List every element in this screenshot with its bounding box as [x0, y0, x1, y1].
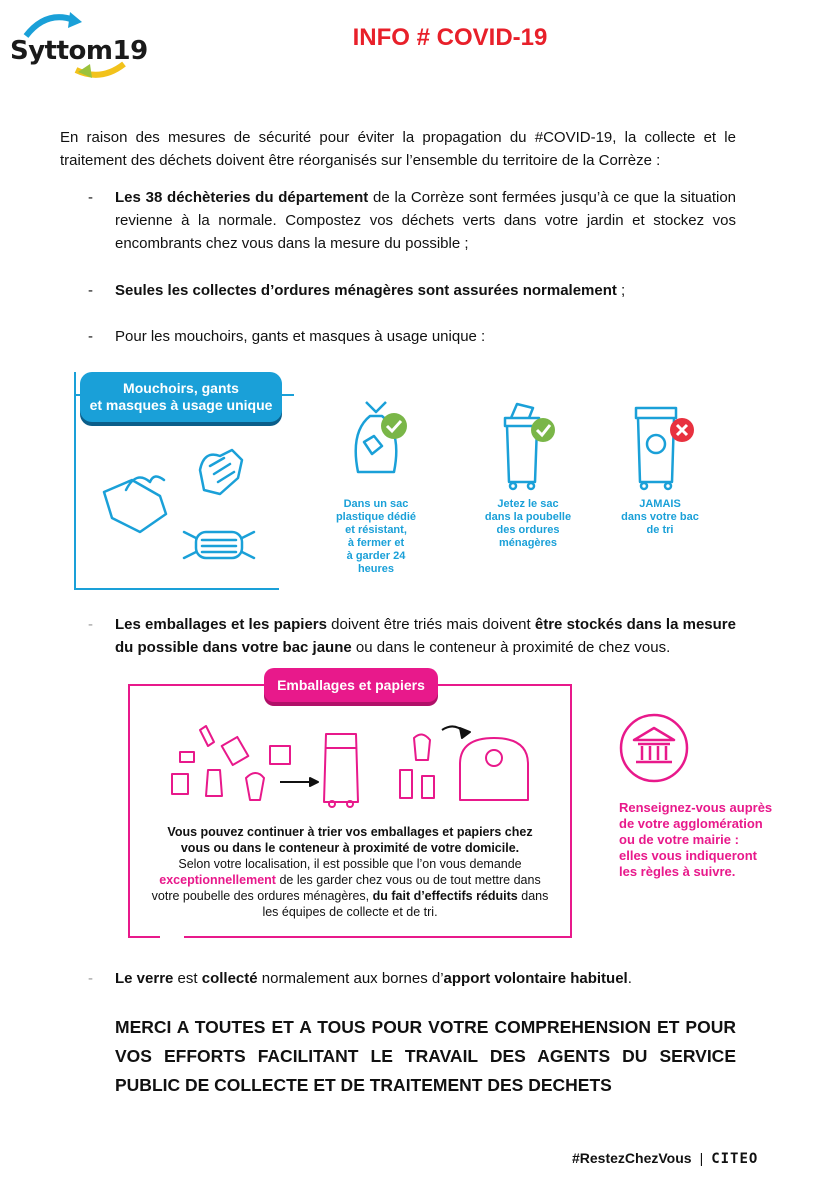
trash-bin-check-icon [493, 400, 563, 492]
step-recycling-bin [610, 400, 710, 537]
bullet-bold: Les 38 déchèteries du département [115, 189, 369, 206]
bullet-bold: collecté [201, 970, 258, 987]
bullet-text: Pour les mouchoirs, gants et masques à usage unique : [115, 328, 486, 345]
packaging-line: les équipes de collecte et de tri. [262, 905, 438, 919]
list-item-dechetteries [88, 186, 736, 255]
bullet-bold: Les emballages et les papiers [115, 616, 327, 633]
yellow-bin-icon [324, 734, 358, 802]
package-icon [270, 746, 290, 764]
glass-jar-icon [414, 734, 430, 760]
mairie-notice [619, 800, 799, 880]
step-caption-line: dans la poubelle [484, 511, 572, 523]
list-item-verre [88, 967, 736, 990]
masks-gloves-tissues-illustration [92, 430, 262, 580]
step-caption-line: JAMAIS [639, 498, 681, 510]
mairie-line: ou de votre mairie : [619, 832, 739, 847]
step-caption-line: de tri [646, 524, 674, 536]
bullet-dash: - [88, 970, 93, 987]
packaging-line: Selon votre localisation, il est possible que l’on vous demande [178, 857, 522, 871]
packaging-bold: du fait d’effectifs réduits [372, 889, 518, 903]
step-caption-line: Jetez le sac [497, 498, 559, 510]
badge-line: et masques à usage unique [89, 397, 273, 413]
citeo-logo: CITEO [711, 1151, 759, 1167]
bullet-bold: être stockés dans la mesure du possible dans votre bac jaune [115, 616, 736, 656]
intro-paragraph: En raison des mesures de sécurité pour éviter la propagation du #COVID-19, la collecte et le traitement des déchets doivent être réorganisés sur l’ensemble du territoire de la Corrèze : [60, 129, 736, 169]
closing-message: MERCI A TOUTES ET A TOUS POUR VOTRE COMPREHENSION ET POUR VOS EFFORTS FACILITANT LE TRAVAIL DES AGENTS DU SERVICE PUBLIC DE COLLECTE ET DE TRAITEMENT DES DECHETS [115, 1017, 736, 1095]
bullet-dash: - [88, 616, 93, 633]
step-trash [478, 400, 578, 550]
packaging-sorting-illustration [160, 720, 540, 810]
bullet-text: est [173, 970, 202, 987]
carton-icon [222, 737, 249, 765]
packaging-lead-line: vous ou dans le conteneur à proximité de votre domicile. [180, 841, 520, 855]
footer-separator: | [699, 1150, 704, 1166]
step-caption-line: des ordures [496, 524, 560, 536]
bullet-dash: - [88, 282, 93, 299]
list-item-emballages [88, 613, 736, 659]
bullet-text: ; [616, 282, 626, 299]
container-icon [460, 738, 528, 800]
footer-hashtag: #RestezChezVous [572, 1150, 692, 1166]
list-item-mouchoirs [88, 325, 736, 348]
step-caption-line: ménagères [498, 537, 558, 549]
badge-line: Mouchoirs, gants [123, 380, 239, 396]
packaging-line: votre poubelle des ordures ménagères, [151, 889, 373, 903]
frame-gap [160, 934, 184, 940]
masks-panel-badge [80, 372, 282, 422]
box-icon [180, 752, 194, 762]
bullet-text: de la Corrèze sont fermées jusqu’à ce que la situation revienne à la normale. Compostez vos déchets verts dans votre jardin et stockez vos encombrants chez vous dans la mesure du possible ; [115, 189, 736, 252]
mairie-line: Renseignez-vous auprès [619, 800, 773, 815]
bullet-bold: apport volontaire habituel [443, 970, 628, 987]
step-caption-line: à fermer et [347, 537, 405, 549]
trash-bag-check-icon [336, 392, 416, 492]
bullet-text: . [627, 970, 632, 987]
mairie-line: elles vous indiqueront [619, 848, 757, 863]
bullet-dash: - [88, 189, 93, 206]
packaging-text [140, 824, 560, 920]
bullet-bold: Le verre [115, 970, 174, 987]
bottle-icon [200, 726, 214, 746]
bullet-text: ou dans le conteneur à proximité de chez vous. [351, 639, 671, 656]
milk-carton-icon [206, 770, 222, 796]
bullet-dash: - [88, 328, 93, 345]
can-icon [172, 774, 188, 794]
bullet-text: doivent être triés mais doivent [326, 616, 535, 633]
tissue-box-icon [104, 480, 166, 532]
packaging-highlight: exceptionnellement [159, 873, 276, 887]
step-caption-line: à garder 24 heures [346, 550, 406, 575]
step-caption-line: plastique dédié [335, 511, 417, 523]
list-item-collectes [88, 279, 736, 302]
packaging-line: dans [517, 889, 549, 903]
step-bag [328, 392, 424, 576]
packaging-line: de les garder chez vous ou de tout mettre dans [275, 873, 541, 887]
town-hall-icon [618, 712, 690, 784]
bullet-text: normalement aux bornes d’ [257, 970, 444, 987]
page-title: INFO # COVID-19 [352, 24, 548, 51]
packaging-lead-line: Vous pouvez continuer à trier vos emballages et papiers chez [167, 825, 533, 839]
logo-text: Syttom19 [10, 36, 148, 66]
recycling-bin-cross-icon [622, 400, 698, 492]
footer [572, 1150, 802, 1167]
syttom19-logo [6, 6, 148, 86]
gloves-icon [200, 450, 242, 494]
mairie-line: de votre agglomération [619, 816, 763, 831]
bullet-bold: Seules les collectes d’ordures ménagères sont assurées normalement [115, 282, 617, 299]
packaging-panel-badge: Emballages et papiers [264, 668, 438, 702]
mairie-line: les règles à suivre. [619, 864, 736, 879]
step-caption-line: dans votre bac [621, 511, 699, 523]
step-caption-line: Dans un sac [343, 498, 409, 510]
step-caption-line: et résistant, [345, 524, 407, 536]
